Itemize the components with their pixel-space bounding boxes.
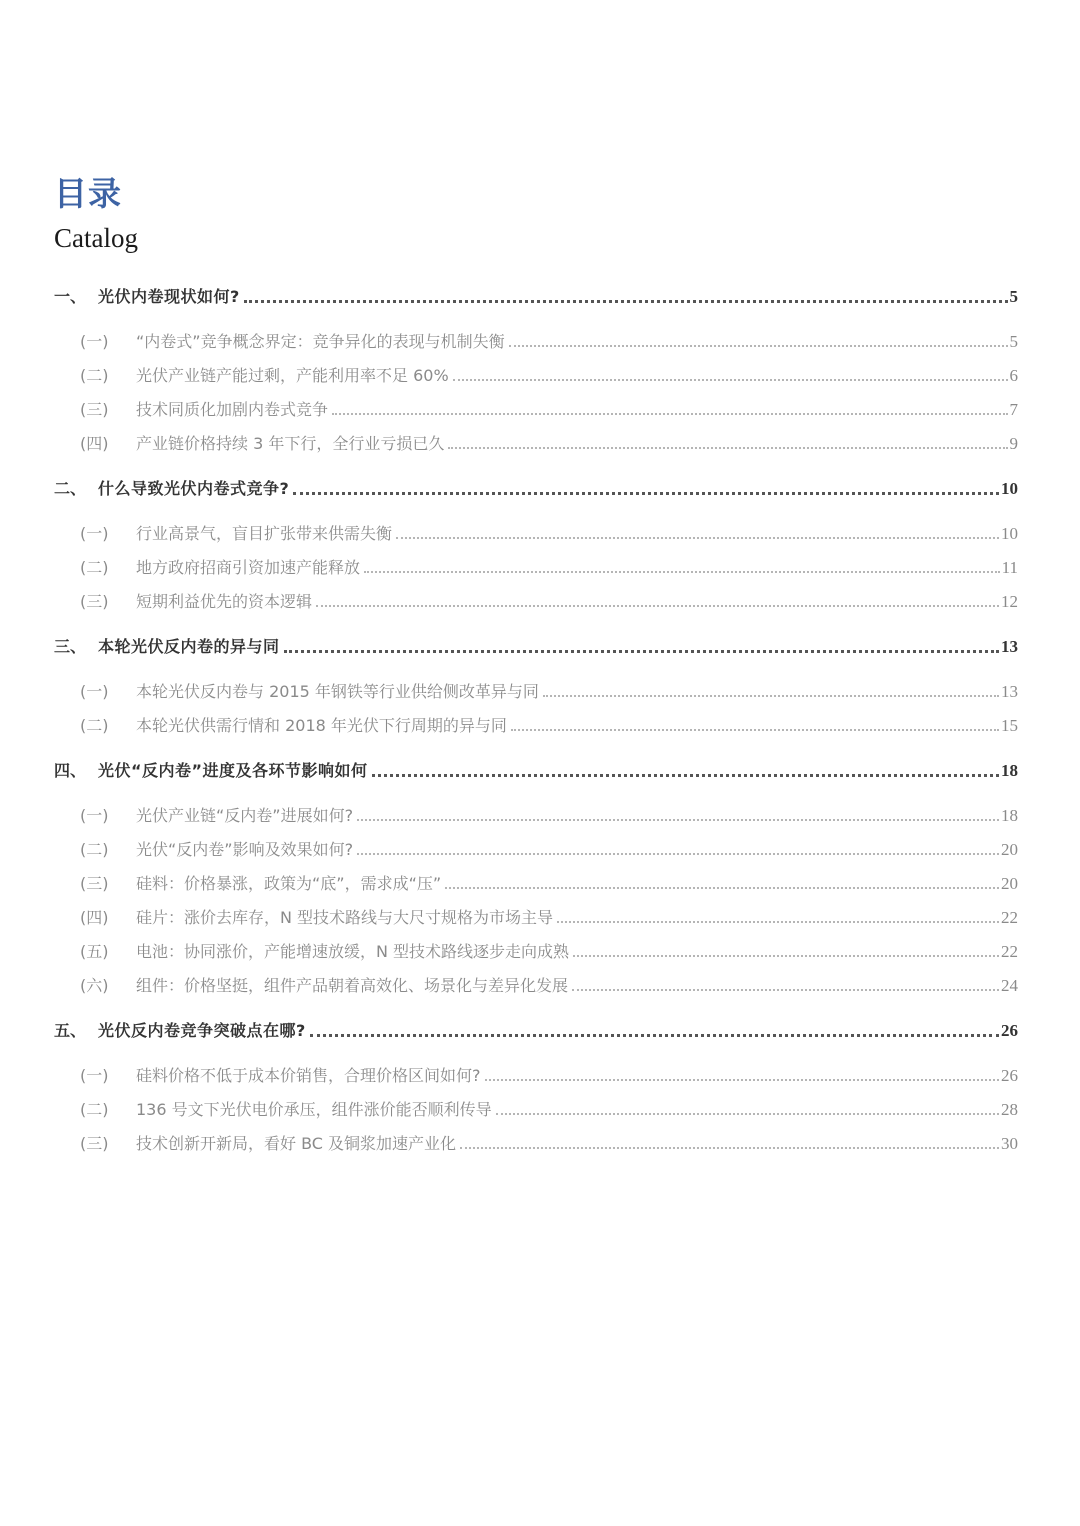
dot-leader	[453, 379, 1008, 381]
dot-leader	[244, 300, 1008, 303]
toc-item-number: (二)	[80, 558, 109, 577]
dot-leader	[496, 1113, 999, 1115]
toc-item[interactable]	[54, 551, 1018, 585]
toc-page-number: 15	[1001, 716, 1018, 735]
toc-item-number: (三)	[80, 592, 109, 611]
toc-page-number: 10	[1001, 524, 1018, 543]
toc-item[interactable]	[54, 1093, 1018, 1127]
toc-page-number: 12	[1001, 592, 1018, 611]
toc-page-number: 5	[1009, 332, 1018, 351]
toc-item[interactable]	[54, 969, 1018, 1003]
dot-leader	[310, 1034, 999, 1037]
toc-item-label: 光伏“反内卷”影响及效果如何?	[136, 840, 354, 859]
toc-item-number: (二)	[80, 716, 109, 735]
toc-page-number: 13	[1001, 637, 1018, 656]
toc-item[interactable]	[54, 325, 1018, 359]
dot-leader	[572, 989, 999, 991]
toc-item[interactable]	[54, 799, 1018, 833]
toc-section-label: 光伏“反内卷”进度及各环节影响如何	[98, 761, 368, 780]
toc-item-number: (一)	[80, 1066, 109, 1085]
toc-item-label: 光伏产业链“反内卷”进展如何?	[136, 806, 354, 825]
toc-item-label: 本轮光伏供需行情和 2018 年光伏下行周期的异与同	[136, 716, 507, 735]
toc-item-label: 组件：价格坚挺，组件产品朝着高效化、场景化与差异化发展	[136, 976, 569, 995]
toc-item[interactable]	[54, 867, 1018, 901]
dot-leader	[485, 1079, 1000, 1081]
toc-page-number: 24	[1001, 976, 1018, 995]
toc-page-number: 26	[1001, 1021, 1018, 1040]
toc-item[interactable]	[54, 833, 1018, 867]
dot-leader	[460, 1147, 999, 1149]
toc-section-number: 五、	[54, 1021, 87, 1040]
toc-section-2[interactable]	[54, 472, 1018, 506]
toc-item-label: 硅片：涨价去库存，N 型技术路线与大尺寸规格为市场主导	[136, 908, 554, 927]
toc-item-number: (二)	[80, 840, 109, 859]
toc-page-number: 20	[1001, 874, 1018, 893]
toc-page-number: 5	[1009, 287, 1018, 306]
toc-page-number: 26	[1001, 1066, 1018, 1085]
toc-item[interactable]	[54, 935, 1018, 969]
toc-item-label: 本轮光伏反内卷与 2015 年钢铁等行业供给侧改革异与同	[136, 682, 539, 701]
dot-leader	[511, 729, 999, 731]
dot-leader	[316, 605, 999, 607]
dot-leader	[332, 413, 1007, 415]
page-title-en: Catalog	[54, 223, 138, 253]
toc-item-label: 技术同质化加剧内卷式竞争	[136, 400, 329, 419]
toc-item-number: (三)	[80, 874, 109, 893]
toc-item-label: 硅料价格不低于成本价销售，合理价格区间如何?	[136, 1066, 481, 1085]
toc-item-number: (三)	[80, 400, 109, 419]
toc-item[interactable]	[54, 1127, 1018, 1161]
toc-page-number: 18	[1001, 806, 1018, 825]
toc-page-number: 11	[1001, 558, 1018, 577]
toc-item-label: 硅料：价格暴涨，政策为“底”，需求成“压”	[136, 874, 442, 893]
toc-item-label: 电池：协同涨价，产能增速放缓，N 型技术路线逐步走向成熟	[136, 942, 570, 961]
toc-item[interactable]	[54, 901, 1018, 935]
toc-section-number: 四、	[54, 761, 87, 780]
toc-section-number: 三、	[54, 637, 87, 656]
toc-item-number: (五)	[80, 942, 109, 961]
toc-item-label: 行业高景气，盲目扩张带来供需失衡	[136, 524, 393, 543]
dot-leader	[445, 887, 999, 889]
toc-section-1[interactable]	[54, 280, 1018, 314]
dot-leader	[448, 447, 1007, 449]
toc-page-number: 20	[1001, 840, 1018, 859]
toc-page-number: 30	[1001, 1134, 1018, 1153]
toc-page-number: 7	[1009, 400, 1018, 419]
toc-item-label: 产业链价格持续 3 年下行，全行业亏损已久	[136, 434, 445, 453]
toc-page-number: 22	[1001, 908, 1018, 927]
toc-item-label: 光伏产业链产能过剩，产能利用率不足 60%	[136, 366, 449, 385]
dot-leader	[364, 571, 1000, 573]
toc-section-5[interactable]	[54, 1014, 1018, 1048]
dot-leader	[396, 537, 999, 539]
toc-page-number: 9	[1009, 434, 1018, 453]
toc-page-number: 6	[1009, 366, 1018, 385]
toc-item-label: 技术创新开新局，看好 BC 及铜浆加速产业化	[136, 1134, 457, 1153]
toc-page-number: 28	[1001, 1100, 1018, 1119]
toc-item[interactable]	[54, 675, 1018, 709]
toc-item-label: “内卷式”竞争概念界定：竞争异化的表现与机制失衡	[136, 332, 505, 351]
toc-item[interactable]	[54, 1059, 1018, 1093]
toc-item-number: (一)	[80, 806, 109, 825]
dot-leader	[543, 695, 999, 697]
toc-item-number: (一)	[80, 682, 109, 701]
toc-item[interactable]	[54, 517, 1018, 551]
toc-item-number: (四)	[80, 908, 109, 927]
toc-item[interactable]	[54, 585, 1018, 619]
toc-item-number: (三)	[80, 1134, 109, 1153]
toc-page-number: 18	[1001, 761, 1018, 780]
toc-item-label: 短期利益优先的资本逻辑	[136, 592, 313, 611]
dot-leader	[357, 853, 999, 855]
toc-item[interactable]	[54, 427, 1018, 461]
toc-section-label: 什么导致光伏内卷式竞争?	[98, 479, 290, 498]
dot-leader	[357, 819, 999, 821]
toc-page-number: 22	[1001, 942, 1018, 961]
toc-item-number: (二)	[80, 366, 109, 385]
toc-item[interactable]	[54, 359, 1018, 393]
toc-section-number: 二、	[54, 479, 87, 498]
toc-item[interactable]	[54, 709, 1018, 743]
toc-section-3[interactable]	[54, 630, 1018, 664]
page-title-cn: 目录	[54, 174, 122, 213]
toc-item-label: 136 号文下光伏电价承压，组件涨价能否顺利传导	[136, 1100, 492, 1119]
toc-section-number: 一、	[54, 287, 87, 306]
dot-leader	[509, 345, 1008, 347]
toc-item-number: (一)	[80, 524, 109, 543]
dot-leader	[293, 492, 999, 495]
toc-page-number: 10	[1001, 479, 1018, 498]
toc-page-number: 13	[1001, 682, 1018, 701]
toc-section-label: 光伏内卷现状如何?	[98, 287, 240, 306]
toc-section-label: 本轮光伏反内卷的异与同	[98, 637, 280, 656]
dot-leader	[573, 955, 999, 957]
toc-item-number: (四)	[80, 434, 109, 453]
dot-leader	[284, 650, 999, 653]
toc-section-label: 光伏反内卷竞争突破点在哪?	[98, 1021, 306, 1040]
toc-item-number: (一)	[80, 332, 109, 351]
toc-item-label: 地方政府招商引资加速产能释放	[136, 558, 361, 577]
toc-section-4[interactable]	[54, 754, 1018, 788]
toc-item[interactable]	[54, 393, 1018, 427]
table-of-contents	[54, 280, 1018, 1161]
dot-leader	[557, 921, 999, 923]
toc-item-number: (六)	[80, 976, 109, 995]
toc-item-number: (二)	[80, 1100, 109, 1119]
dot-leader	[372, 774, 999, 777]
